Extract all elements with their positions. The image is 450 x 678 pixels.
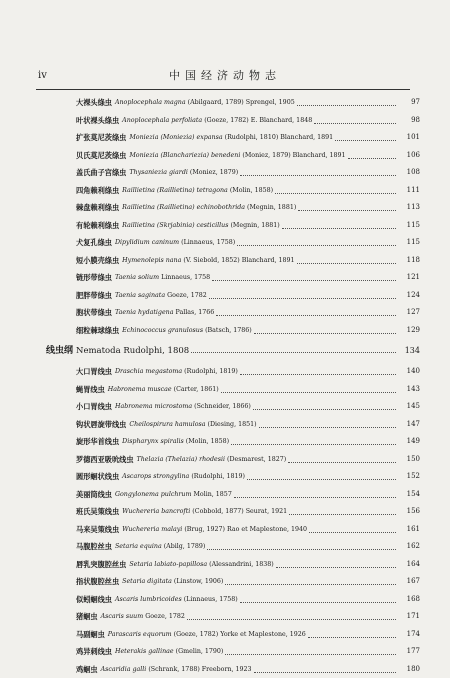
entry-species-name: Cheilospirura hamulosa [129,421,205,428]
entry-authority: Goeze, 1782 [145,613,185,620]
toc-entry [0,433,450,451]
toc-entry [0,661,450,678]
entry-page-number: 127 [407,304,420,322]
entry-authority: Linnaeus, 1758 [161,274,210,281]
entry-page-number: 129 [407,322,420,340]
leader-dots [314,112,396,124]
entry-scientific-name [137,451,287,469]
toc-entry [0,252,450,270]
leader-dots [259,416,396,428]
toc-entry [0,416,450,434]
entry-chinese-name: 扩张莫尼茨绦虫 [76,129,126,147]
entry-chinese-name: 罗德西亚吸吮线虫 [76,451,134,469]
entry-species-name: Ascaris suum [101,613,144,620]
entry-species-name: Anoplocephala magna [115,99,186,106]
entry-chinese-name: 线虫纲 [46,341,73,361]
entry-chinese-name: 四角赖利绦虫 [76,182,119,200]
entry-page-number: 156 [407,503,420,521]
entry-page-number: 149 [407,433,420,451]
entry-page-number: 115 [407,217,420,235]
entry-species-name: Echinococcus granulosus [122,327,203,334]
entry-chinese-name: 马腹腔丝虫 [76,538,112,556]
entry-authority: (Goeze, 1782) E. Blanchard, 1848 [204,117,312,124]
toc-entry [0,112,450,130]
entry-species-name: Raillietina (Skrjabinia) cesticillus [122,222,228,229]
toc-entry [0,199,450,217]
entry-scientific-name [115,643,223,661]
entry-page-number: 145 [407,398,420,416]
entry-chinese-name: 小口胃线虫 [76,398,112,416]
entry-species-name: Gongylonema pulchrum [115,491,192,498]
entry-page-number: 115 [407,234,420,252]
toc-entry [0,304,450,322]
entry-chinese-name: 细粒棘球绦虫 [76,322,119,340]
toc-entry [0,556,450,574]
entry-chinese-name: 旋形华首线虫 [76,433,119,451]
entry-authority: (Cobbold, 1877) Seurat, 1921 [192,508,287,515]
toc-entry [0,468,450,486]
table-of-contents [0,94,450,678]
entry-page-number: 150 [407,451,420,469]
leader-dots [237,234,396,246]
entry-chinese-name: 大口胃线虫 [76,363,112,381]
leader-dots [209,287,396,299]
leader-dots [297,94,396,106]
entry-species-name: Wuchereria bancrofti [122,508,190,515]
entry-chinese-name: 鸡异刺线虫 [76,643,112,661]
leader-dots [254,322,396,334]
entry-authority: Molin, 1857 [193,491,231,498]
toc-entry [0,147,450,165]
entry-scientific-name [115,538,205,556]
entry-species-name: Parascaris equorum [108,631,172,638]
leader-dots [254,661,396,673]
entry-chinese-name: 短小膜壳绦虫 [76,252,119,270]
leader-dots [187,608,396,620]
toc-entry [0,269,450,287]
entry-species-name: Taenia saginata [115,292,165,299]
leader-dots [234,486,396,498]
entry-chinese-name: 蝇胃线虫 [76,381,105,399]
entry-chinese-name: 圆形蛔状线虫 [76,468,119,486]
leader-dots [298,199,396,211]
leader-dots [212,269,396,281]
leader-dots [191,341,396,353]
entry-scientific-name [122,112,312,130]
entry-authority: (Abilg, 1789) [164,543,206,550]
entry-page-number: 101 [407,129,420,147]
entry-species-name: Habronema microstoma [115,403,192,410]
entry-page-number: 124 [407,287,420,305]
entry-species-name: Raillietina (Raillietina) echinobothrida [122,204,245,211]
toc-entry [0,573,450,591]
toc-entry [0,626,450,644]
entry-species-name: Setaria equina [115,543,162,550]
entry-scientific-name [115,287,207,305]
entry-species-name: Dipylidium caninum [115,239,179,246]
leader-dots [335,129,396,141]
entry-chinese-name: 链形带绦虫 [76,269,112,287]
toc-entry [0,398,450,416]
toc-entry [0,503,450,521]
entry-scientific-name [115,486,232,504]
toc-entry [0,129,450,147]
entry-species-name: Setaria digitata [122,578,172,585]
entry-authority: (Schrank, 1788) Freeborn, 1923 [148,666,251,673]
entry-authority: (Brug, 1927) Rao et Maplestone, 1940 [184,526,307,533]
leader-dots [240,591,396,603]
entry-page-number: 98 [411,112,420,130]
entry-species-name: Setaria labiato-papillosa [129,561,207,568]
entry-page-number: 154 [407,486,420,504]
leader-dots [282,217,396,229]
entry-page-number: 174 [407,626,420,644]
toc-entry [0,591,450,609]
running-header-title: 中国经济动物志 [0,67,450,83]
toc-entry [0,217,450,235]
entry-authority: (Rudolphi, 1810) Blanchard, 1891 [225,134,334,141]
toc-entry [0,94,450,112]
entry-authority: (Moniez, 1879) [190,169,238,176]
entry-authority: (Goeze, 1782) Yorke et Maplestone, 1926 [174,631,306,638]
entry-species-name: Draschia megastoma [115,368,182,375]
leader-dots [225,643,396,655]
entry-chinese-name: 唇乳突腹腔丝虫 [76,556,126,574]
entry-page-number: 106 [407,147,420,165]
entry-scientific-name [115,591,238,609]
entry-authority: (V. Siebold, 1852) Blanchard, 1891 [183,257,294,264]
entry-scientific-name [101,608,185,626]
entry-species-name: Ascarops strongylina [122,473,189,480]
entry-species-name: Moniezia (Moniezia) expansa [129,134,222,141]
entry-page-number: 113 [407,199,420,217]
leader-dots [240,164,396,176]
leader-dots [231,433,396,445]
entry-authority: (Rudolphi, 1819) [184,368,238,375]
entry-chinese-name: 马来吴策线虫 [76,521,119,539]
toc-entry [0,538,450,556]
entry-chinese-name: 叶状裸头绦虫 [76,112,119,130]
entry-page-number: 152 [407,468,420,486]
entry-scientific-name [122,182,273,200]
toc-entry [0,363,450,381]
entry-scientific-name [122,217,280,235]
entry-chinese-name: 马副蛔虫 [76,626,105,644]
entry-scientific-name [122,322,252,340]
entry-species-name: Thelazia (Thelazia) rhodesii [137,456,225,463]
entry-chinese-name: 胞状带绦虫 [76,304,112,322]
entry-species-name: Raillietina (Raillietina) tetragona [122,187,228,194]
entry-species-name: Hymenolepis nana [122,257,181,264]
toc-entry [0,486,450,504]
entry-authority: (Abilgaard, 1789) Sprengel, 1905 [188,99,295,106]
entry-chinese-name: 班氏吴策线虫 [76,503,119,521]
entry-authority: Pallas, 1766 [176,309,215,316]
entry-chinese-name: 美丽筒线虫 [76,486,112,504]
entry-authority: (Rudolphi, 1819) [191,473,245,480]
entry-page-number: 162 [407,538,420,556]
entry-page-number: 118 [407,252,420,270]
toc-entry [0,164,450,182]
entry-species-name: Taenia solium [115,274,159,281]
entry-scientific-name [129,147,345,165]
entry-species-name: Ascaridia galli [101,666,147,673]
entry-chinese-name: 鸡蛔虫 [76,661,98,678]
entry-page-number: 147 [407,416,420,434]
entry-scientific-name [115,304,214,322]
entry-scientific-name [122,573,223,591]
leader-dots [207,538,396,550]
entry-authority: (Carter, 1861) [174,386,219,393]
entry-page-number: 161 [407,521,420,539]
toc-entry [0,451,450,469]
entry-page-number: 121 [407,269,420,287]
entry-page-number: 140 [407,363,420,381]
toc-entry [0,322,450,340]
entry-authority: (Molin, 1858) [186,438,229,445]
entry-page-number: 134 [405,341,420,361]
entry-authority: (Desmarest, 1827) [227,456,286,463]
entry-chinese-name: 钩状唇旋带线虫 [76,416,126,434]
leader-dots [216,304,396,316]
leader-dots [225,573,396,585]
toc-entry [0,521,450,539]
toc-entry [0,643,450,661]
entry-chinese-name: 棘盘赖利绦虫 [76,199,119,217]
entry-authority: (Linnaeus, 1758) [184,596,238,603]
entry-chinese-name: 肥胖带绦虫 [76,287,112,305]
entry-scientific-name [115,363,238,381]
entry-authority: (Moniez, 1879) Blanchard, 1891 [242,152,345,159]
entry-scientific-name [115,94,295,112]
entry-authority: Goeze, 1782 [167,292,207,299]
entry-scientific-name [122,252,294,270]
entry-page-number: 143 [407,381,420,399]
entry-scientific-name [129,416,256,434]
leader-dots [288,451,396,463]
entry-scientific-name [76,341,189,361]
entry-authority: (Diesing, 1851) [208,421,257,428]
entry-species-name: Dispharynx spiralis [122,438,184,445]
entry-scientific-name [129,129,333,147]
entry-page-number: 171 [407,608,420,626]
entry-page-number: 108 [407,164,420,182]
entry-scientific-name [122,433,229,451]
entry-authority: (Gmelin, 1790) [176,648,224,655]
leader-dots [309,521,396,533]
entry-authority: (Alessandrini, 1838) [209,561,274,568]
leader-dots [289,503,396,515]
toc-entry [0,287,450,305]
page-number: iv [38,70,47,81]
entry-chinese-name: 猪蛔虫 [76,608,98,626]
entry-authority: (Linstow, 1906) [174,578,223,585]
entry-species-name: Ascaris lumbricoides [115,596,182,603]
leader-dots [348,147,396,159]
toc-entry [0,182,450,200]
leader-dots [240,363,396,375]
leader-dots [253,398,396,410]
entry-scientific-name [115,398,251,416]
entry-scientific-name [101,661,252,678]
entry-chinese-name: 大裸头绦虫 [76,94,112,112]
entry-scientific-name [129,164,238,182]
leader-dots [308,626,396,638]
entry-species-name: Heterakis gallinae [115,648,174,655]
leader-dots [247,468,396,480]
entry-page-number: 164 [407,556,420,574]
toc-entry [0,234,450,252]
entry-scientific-name [122,503,287,521]
entry-authority: (Schneider, 1866) [194,403,251,410]
entry-scientific-name [122,468,245,486]
entry-chinese-name: 贝氏莫尼茨绦虫 [76,147,126,165]
entry-scientific-name [122,199,296,217]
entry-species-name: Taenia hydatigena [115,309,174,316]
entry-chinese-name: 有轮赖利绦虫 [76,217,119,235]
leader-dots [221,381,396,393]
entry-scientific-name [108,626,306,644]
entry-species-name: Thysaniezia giardi [129,169,188,176]
entry-scientific-name [115,234,235,252]
entry-species-name: Anoplocephala perfoliata [122,117,202,124]
leader-dots [276,556,396,568]
entry-page-number: 97 [411,94,420,112]
entry-species-name: Habronema muscae [108,386,172,393]
entry-scientific-name [122,521,307,539]
entry-species-name: Wuchereria malayi [122,526,182,533]
entry-scientific-name [108,381,219,399]
leader-dots [297,252,396,264]
header-rule [36,89,410,90]
section-heading [0,341,450,361]
entry-chinese-name: 犬复孔绦虫 [76,234,112,252]
toc-entry [0,381,450,399]
toc-entry [0,608,450,626]
entry-authority: (Megnin, 1881) [230,222,279,229]
entry-authority: (Megnin, 1881) [247,204,296,211]
entry-scientific-name [115,269,210,287]
entry-chinese-name: 指状腹腔丝虫 [76,573,119,591]
entry-page-number: 167 [407,573,420,591]
entry-authority: (Batsch, 1786) [205,327,252,334]
entry-authority: (Linnaeus, 1758) [181,239,235,246]
leader-dots [275,182,396,194]
entry-page-number: 111 [407,182,420,200]
entry-page-number: 180 [407,661,420,678]
entry-scientific-name [129,556,273,574]
entry-chinese-name: 似蚓蛔线虫 [76,591,112,609]
entry-page-number: 168 [407,591,420,609]
entry-authority: Nematoda Rudolphi, 1808 [76,346,189,356]
entry-species-name: Moniezia (Blanchariezia) benedeni [129,152,240,159]
entry-authority: (Molin, 1858) [230,187,273,194]
entry-chinese-name: 盖氏曲子宫绦虫 [76,164,126,182]
entry-page-number: 177 [407,643,420,661]
